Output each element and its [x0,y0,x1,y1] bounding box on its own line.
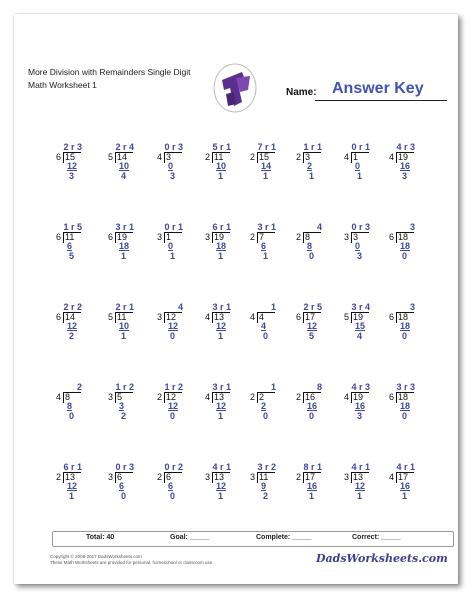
product-answer: 12 [67,161,78,171]
divisor: 6 [56,152,62,162]
quotient-answer: 2 r 5 [303,302,322,312]
dividend: 18 [398,392,409,402]
quotient-answer: 2 r 1 [115,302,134,312]
answer-key-label: Answer Key [332,80,424,97]
dividend: 6 [166,472,172,482]
product-answer: 12 [216,321,227,331]
dividend: 4 [259,312,265,322]
remainder-answer: 1 [263,251,269,261]
remainder-answer: 1 [218,491,224,501]
divisor: 2 [296,472,302,482]
quotient-answer: 4 r 3 [396,142,415,152]
title-line-2: Math Worksheet 1 [28,80,97,90]
divisor: 3 [250,472,256,482]
quotient-answer: 2 [76,382,82,392]
quotient-answer: 1 r 2 [115,382,134,392]
remainder-answer: 1 [402,491,408,501]
quotient-answer: 2 r 3 [63,142,82,152]
copyright-line-1: Copyright © 2008-2017 DadsWorksheets.com [50,554,142,559]
division-problem [334,382,374,442]
divisor: 3 [157,232,163,242]
divisor: 6 [296,312,302,322]
division-problem [195,142,235,202]
product-answer: 15 [355,321,366,331]
division-problem [334,222,374,282]
quotient-answer: 3 r 1 [212,302,231,312]
remainder-answer: 1 [218,331,224,341]
remainder-answer: 0 [309,411,315,421]
worksheet-page [14,14,458,584]
product-answer: 18 [400,241,411,251]
quotient-answer: 2 r 2 [63,302,82,312]
product-answer: 10 [119,161,130,171]
division-problem [240,222,280,282]
dividend: 11 [259,472,269,482]
quotient-answer: 4 r 1 [351,462,370,472]
divisor: 3 [108,392,114,402]
remainder-answer: 0 [402,411,408,421]
product-answer: 9 [261,481,267,491]
quotient-answer: 5 r 1 [212,142,231,152]
brand-logo: DadsWorksheets.com [316,552,448,565]
quotient-answer: 4 r 1 [212,462,231,472]
divisor: 6 [56,232,62,242]
product-answer: 12 [67,481,78,491]
product-answer: 12 [355,481,366,491]
remainder-answer: 0 [402,331,408,341]
quotient-answer: 4 r 1 [396,462,415,472]
copyright-text [50,554,214,566]
dividend: 14 [117,152,128,162]
quotient-answer: 3 [409,302,415,312]
remainder-answer: 4 [357,331,363,341]
product-answer: 12 [307,321,318,331]
product-answer: 12 [216,401,227,411]
quotient-answer: 6 r 1 [212,222,231,232]
divisor: 2 [205,152,211,162]
dividend: 1 [166,232,172,242]
remainder-answer: 3 [69,171,75,181]
product-answer: 6 [119,481,125,491]
division-problem [195,302,235,362]
quotient-answer: 0 r 1 [351,142,370,152]
math-worksheet-logo-icon [212,62,258,114]
remainder-answer: 1 [309,491,315,501]
name-line [315,100,447,101]
division-problem [379,222,419,282]
dividend: 17 [305,472,316,482]
dividend: 15 [259,152,270,162]
product-answer: 0 [168,241,174,251]
product-answer: 18 [216,241,227,251]
divisor: 6 [389,392,395,402]
remainder-answer: 1 [170,251,176,261]
division-problem [334,302,374,362]
division-problem [334,142,374,202]
division-problem [46,462,86,522]
dividend: 19 [398,152,409,162]
remainder-answer: 0 [69,411,75,421]
divisor: 2 [296,152,302,162]
divisor: 3 [157,312,163,322]
dividend: 13 [65,472,76,482]
division-problem [147,382,187,442]
dividend: 11 [214,152,224,162]
quotient-answer: 3 r 1 [257,222,276,232]
remainder-answer: 1 [263,171,269,181]
remainder-answer: 1 [121,251,127,261]
dividend: 16 [305,392,316,402]
dividend: 13 [214,312,225,322]
remainder-answer: 2 [121,411,127,421]
remainder-answer: 1 [69,491,75,501]
quotient-answer: 3 r 2 [257,462,276,472]
divisor: 4 [344,152,350,162]
quotient-answer: 0 r 1 [164,222,183,232]
dividend: 19 [353,312,364,322]
division-problem [286,142,326,202]
remainder-answer: 2 [69,331,75,341]
product-answer: 12 [67,321,78,331]
division-problem [195,222,235,282]
quotient-answer: 0 r 3 [115,462,134,472]
remainder-answer: 3 [357,411,363,421]
copyright-line-2: These Math Worksheets are provided for personal, homeschool or classroom use. [50,560,214,565]
division-problem [240,302,280,362]
quotient-answer: 3 [409,222,415,232]
divisor: 5 [108,152,114,162]
remainder-answer: 1 [357,491,363,501]
quotient-answer: 1 [270,382,276,392]
divisor: 3 [108,472,114,482]
quotient-answer: 6 r 1 [63,462,82,472]
product-answer: 16 [400,481,411,491]
division-problem [147,462,187,522]
divisor: 2 [157,472,163,482]
division-problem [195,462,235,522]
division-problem [147,302,187,362]
dividend: 3 [305,152,311,162]
dividend: 12 [166,392,177,402]
divisor: 4 [205,312,211,322]
divisor: 4 [157,152,163,162]
divisor: 6 [56,312,62,322]
divisor: 4 [250,312,256,322]
remainder-answer: 0 [170,411,176,421]
divisor: 5 [108,312,114,322]
product-answer: 0 [355,161,361,171]
divisor: 2 [250,392,256,402]
division-problem [240,382,280,442]
division-problem [379,462,419,522]
division-problem [286,302,326,362]
divisor: 3 [344,232,350,242]
product-answer: 4 [261,321,267,331]
complete-label: Complete: _____ [256,534,312,541]
divisor: 2 [157,392,163,402]
name-label: Name: [286,87,317,98]
division-problem [98,382,138,442]
divisor: 2 [250,232,256,242]
division-problem [98,302,138,362]
remainder-answer: 0 [170,331,176,341]
product-answer: 12 [168,401,179,411]
division-problem [286,462,326,522]
divisor: 2 [296,392,302,402]
division-problem [98,142,138,202]
quotient-answer: 0 r 3 [164,142,183,152]
division-problem [286,382,326,442]
remainder-answer: 0 [263,331,269,341]
product-answer: 8 [67,401,73,411]
divisor: 4 [389,152,395,162]
divisor: 2 [250,152,256,162]
division-problem [46,222,86,282]
product-answer: 16 [307,481,318,491]
dividend: 15 [65,152,76,162]
dividend: 17 [398,472,409,482]
quotient-answer: 3 r 1 [115,222,134,232]
quotient-answer: 4 [177,302,183,312]
divisor: 6 [389,232,395,242]
divisor: 5 [344,312,350,322]
product-answer: 2 [261,401,267,411]
divisor: 4 [389,472,395,482]
remainder-answer: 3 [402,171,408,181]
dividend: 19 [214,232,225,242]
division-problem [240,462,280,522]
remainder-answer: 0 [263,411,269,421]
product-answer: 8 [307,241,313,251]
product-answer: 6 [261,241,267,251]
divisor: 4 [56,392,62,402]
quotient-answer: 1 [270,302,276,312]
title-line-1: More Division with Remainders Single Digit [28,67,191,77]
remainder-answer: 1 [218,171,224,181]
product-answer: 0 [168,161,174,171]
division-problem [286,222,326,282]
quotient-answer: 0 r 3 [351,222,370,232]
dividend: 17 [305,312,316,322]
division-problem [46,302,86,362]
product-answer: 12 [168,321,179,331]
division-problem [98,222,138,282]
remainder-answer: 5 [69,251,75,261]
remainder-answer: 2 [263,491,269,501]
quotient-answer: 7 r 1 [257,142,276,152]
product-answer: 10 [216,161,227,171]
dividend: 19 [353,392,364,402]
dividend: 13 [214,472,225,482]
dividend: 18 [398,312,409,322]
divisor: 2 [56,472,62,482]
division-problem [46,142,86,202]
product-answer: 12 [216,481,227,491]
division-problem [379,302,419,362]
remainder-answer: 1 [121,331,127,341]
dividend: 19 [117,232,128,242]
remainder-answer: 0 [402,251,408,261]
divisor: 3 [205,472,211,482]
dividend: 12 [166,312,177,322]
division-problem [46,382,86,442]
divisor: 2 [296,232,302,242]
remainder-answer: 0 [121,491,127,501]
dividend: 6 [117,472,123,482]
quotient-answer: 3 r 3 [396,382,415,392]
division-problem [195,382,235,442]
division-problem [379,382,419,442]
remainder-answer: 3 [357,251,363,261]
division-problem [147,142,187,202]
quotient-answer: 1 r 1 [303,142,322,152]
dividend: 13 [353,472,364,482]
product-answer: 18 [400,321,411,331]
divisor: 3 [344,472,350,482]
product-answer: 6 [168,481,174,491]
remainder-answer: 3 [170,171,176,181]
dividend: 14 [65,312,76,322]
product-answer: 10 [119,321,130,331]
product-answer: 3 [119,401,125,411]
remainder-answer: 1 [218,251,224,261]
correct-label: Correct: _____ [352,534,401,541]
dividend: 8 [305,232,311,242]
divisor: 6 [108,232,114,242]
product-answer: 18 [119,241,130,251]
dividend: 1 [353,152,359,162]
remainder-answer: 4 [121,171,127,181]
dividend: 8 [65,392,71,402]
quotient-answer: 2 r 4 [115,142,134,152]
product-answer: 16 [307,401,318,411]
quotient-answer: 4 [316,222,322,232]
divisor: 4 [344,392,350,402]
quotient-answer: 1 r 2 [164,382,183,392]
quotient-answer: 3 r 1 [212,382,231,392]
dividend: 3 [166,152,172,162]
product-answer: 16 [355,401,366,411]
product-answer: 16 [400,161,411,171]
division-problem [334,462,374,522]
worksheet-title [28,66,191,92]
quotient-answer: 8 r 1 [303,462,322,472]
remainder-answer: 1 [357,171,363,181]
quotient-answer: 1 r 5 [63,222,82,232]
product-answer: 6 [67,241,73,251]
product-answer: 2 [307,161,313,171]
quotient-answer: 8 [316,382,322,392]
dividend: 2 [259,392,265,402]
dividend: 3 [353,232,359,242]
product-answer: 14 [261,161,272,171]
remainder-answer: 0 [170,491,176,501]
product-answer: 0 [355,241,361,251]
remainder-answer: 0 [309,251,315,261]
remainder-answer: 5 [309,331,315,341]
dividend: 7 [259,232,265,242]
remainder-answer: 1 [309,171,315,181]
total-label: Total: 40 [86,534,115,541]
division-problem [98,462,138,522]
product-answer: 18 [400,401,411,411]
quotient-answer: 4 r 3 [351,382,370,392]
dividend: 11 [117,312,127,322]
dividend: 18 [398,232,409,242]
division-problem [147,222,187,282]
quotient-answer: 0 r 2 [164,462,183,472]
divisor: 6 [389,312,395,322]
quotient-answer: 3 r 4 [351,302,370,312]
divisor: 3 [205,232,211,242]
dividend: 11 [65,232,75,242]
divisor: 4 [205,392,211,402]
remainder-answer: 1 [218,411,224,421]
division-problem [240,142,280,202]
dividend: 13 [214,392,225,402]
division-problem [379,142,419,202]
goal-label: Goal: _____ [170,534,210,541]
dividend: 5 [117,392,123,402]
